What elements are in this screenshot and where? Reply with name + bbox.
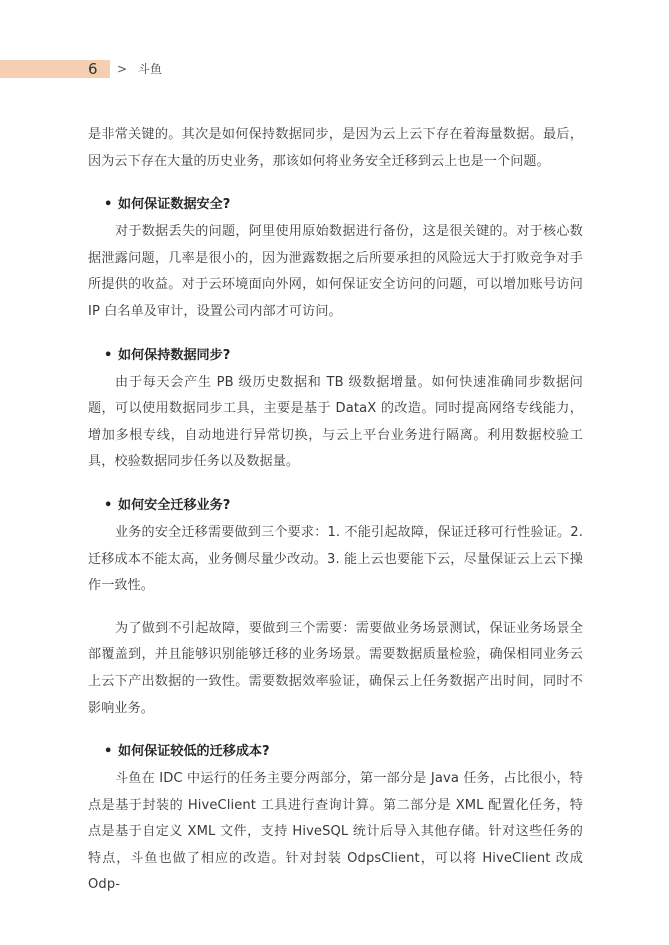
intro-paragraph: 是非常关键的。其次是如何保持数据同步，是因为云上云下存在着海量数据。最后，因为云下存在大量的历史业务，那该如何将业务安全迁移到云上也是一个问题。	[88, 127, 583, 169]
bullet-icon: •	[104, 744, 113, 760]
heading-text: 如何保证较低的迁移成本?	[118, 744, 270, 760]
heading-text: 如何安全迁移业务?	[118, 497, 231, 513]
section-heading-data-sync	[88, 342, 583, 370]
page-body	[88, 122, 583, 899]
paragraph: 对于数据丢失的问题，阿里使用原始数据进行备份，这是很关键的。对于核心数据泄露问题，几率是很小的，因为泄露数据之后所要承担的风险远大于打败竞争对手所提供的收益。对于云环境面向外网，如何保证安全访问的问题，可以增加账号访问 IP 白名单及审计，设置公司内部才可访问。	[88, 224, 583, 319]
section-heading-data-security	[88, 191, 583, 219]
heading-text: 如何保证数据安全?	[118, 197, 231, 213]
section-heading-migration-cost	[88, 738, 583, 766]
heading-text: 如何保持数据同步?	[118, 347, 231, 363]
paragraph: 业务的安全迁移需要做到三个要求：1. 不能引起故障，保证迁移可行性验证。2. 迁移成本不能太高，业务侧尽量少改动。3. 能上云也要能下云，尽量保证云上云下操作一致性。	[88, 524, 583, 594]
page-number: 6	[88, 60, 98, 78]
bullet-icon: •	[104, 497, 113, 513]
bullet-icon: •	[104, 197, 113, 213]
paragraph: 斗鱼在 IDC 中运行的任务主要分两部分，第一部分是 Java 任务，占比很小，特点是基于封装的 HiveClient 工具进行查询计算。第二部分是 XML 配置化任务，特点是基于自定义 XML 文件，支持 HiveSQL 统计后导入其他存储。针对这些任务的特点，斗鱼也做了相应的改造。针对封装 OdpsClient，可以将 HiveClient 改成 Odp-	[88, 771, 583, 893]
breadcrumb-separator: >	[117, 62, 128, 76]
chapter-title: 斗鱼	[138, 62, 163, 76]
bullet-icon: •	[104, 347, 113, 363]
paragraph: 由于每天会产生 PB 级历史数据和 TB 级数据增量。如何快速准确同步数据问题，可以使用数据同步工具，主要是基于 DataX 的改造。同时提高网络专线能力，增加多根专线，自动地进行异常切换，与云上平台业务进行隔离。利用数据校验工具，校验数据同步任务以及数据量。	[88, 374, 583, 470]
paragraph: 为了做到不引起故障，要做到三个需要：需要做业务场景测试，保证业务场景全部覆盖到，并且能够识别能够迁移的业务场景。需要数据质量检验，确保相同业务云上云下产出数据的一致性。需要数据效率验证，确保云上任务数据产出时间，同时不影响业务。	[88, 620, 583, 716]
section-heading-business-migration	[88, 492, 583, 520]
